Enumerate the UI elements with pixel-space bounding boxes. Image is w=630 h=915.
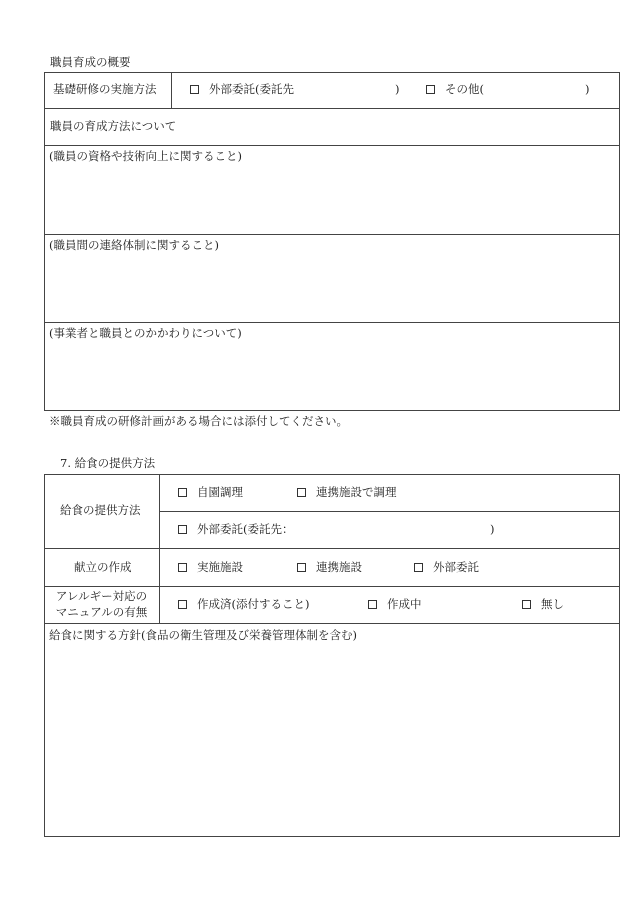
- meal-policy-title: 給食に関する方針(食品の衛生管理及び栄養管理体制を含む): [49, 628, 357, 642]
- row-divider: [44, 623, 620, 624]
- outsource-close-paren: ): [395, 82, 400, 96]
- menu-facility-option[interactable]: [178, 562, 243, 574]
- menu-facility-label: 実施施設: [197, 560, 243, 574]
- other-label: その他(: [445, 82, 484, 96]
- menu-partner-label: 連携施設: [316, 560, 362, 574]
- menu-outsource-label: 外部委託: [433, 560, 479, 574]
- provision-method-label: 給食の提供方法: [60, 503, 141, 517]
- checkbox-icon[interactable]: [522, 600, 531, 609]
- other-option[interactable]: [426, 84, 484, 96]
- checkbox-icon[interactable]: [178, 600, 187, 609]
- outsource-meal-option[interactable]: [178, 524, 294, 536]
- communication-subheading: (職員間の連絡体制に関すること): [49, 238, 219, 252]
- allergy-in-progress-option[interactable]: [368, 599, 422, 611]
- row-divider: [159, 511, 620, 512]
- checkbox-icon[interactable]: [178, 488, 187, 497]
- partner-cooking-label: 連携施設で調理: [316, 485, 397, 499]
- checkbox-icon[interactable]: [178, 563, 187, 572]
- row-divider: [44, 145, 620, 146]
- qualification-subheading: (職員の資格や技術向上に関すること): [49, 149, 242, 163]
- meal-provision-table: [44, 474, 620, 837]
- checkbox-icon[interactable]: [368, 600, 377, 609]
- partner-cooking-option[interactable]: [297, 487, 397, 499]
- outsource-meal-close-paren: ): [490, 522, 495, 536]
- allergy-none-option[interactable]: [522, 599, 564, 611]
- menu-partner-option[interactable]: [297, 562, 362, 574]
- training-method-title: 職員の育成方法について: [50, 119, 177, 133]
- section2-heading: 7. 給食の提供方法: [60, 456, 156, 470]
- outsource-option[interactable]: [190, 84, 294, 96]
- allergy-label-line1: アレルギー対応の: [55, 589, 148, 603]
- allergy-label-line2: マニュアルの有無: [55, 604, 148, 619]
- self-cooking-option[interactable]: [178, 487, 243, 499]
- training-method-label: 基礎研修の実施方法: [53, 82, 157, 96]
- checkbox-icon[interactable]: [426, 85, 435, 94]
- allergy-created-label: 作成済(添付すること): [197, 597, 310, 611]
- col-divider: [171, 72, 172, 108]
- allergy-none-label: 無し: [541, 597, 564, 611]
- other-close-paren: ): [585, 82, 590, 96]
- outsource-label: 外部委託(委託先: [209, 82, 294, 96]
- checkbox-icon[interactable]: [190, 85, 199, 94]
- col-divider: [159, 474, 160, 623]
- row-divider: [44, 108, 620, 109]
- self-cooking-label: 自園調理: [197, 485, 243, 499]
- row-divider: [44, 322, 620, 323]
- menu-outsource-option[interactable]: [414, 562, 479, 574]
- allergy-manual-label: [44, 589, 159, 620]
- checkbox-icon[interactable]: [297, 563, 306, 572]
- row-divider: [44, 586, 620, 587]
- attachment-note: ※職員育成の研修計画がある場合には添付してください。: [49, 414, 348, 428]
- row-divider: [44, 548, 620, 549]
- section1-heading: 職員育成の概要: [50, 55, 131, 69]
- outsource-meal-label: 外部委託(委託先：: [197, 522, 294, 536]
- checkbox-icon[interactable]: [414, 563, 423, 572]
- allergy-in-progress-label: 作成中: [387, 597, 422, 611]
- row-divider: [44, 234, 620, 235]
- checkbox-icon[interactable]: [178, 525, 187, 534]
- menu-planning-label: 献立の作成: [74, 560, 132, 574]
- allergy-created-option[interactable]: [178, 599, 309, 611]
- relationship-subheading: (事業者と職員とのかかわりについて): [49, 326, 242, 340]
- checkbox-icon[interactable]: [297, 488, 306, 497]
